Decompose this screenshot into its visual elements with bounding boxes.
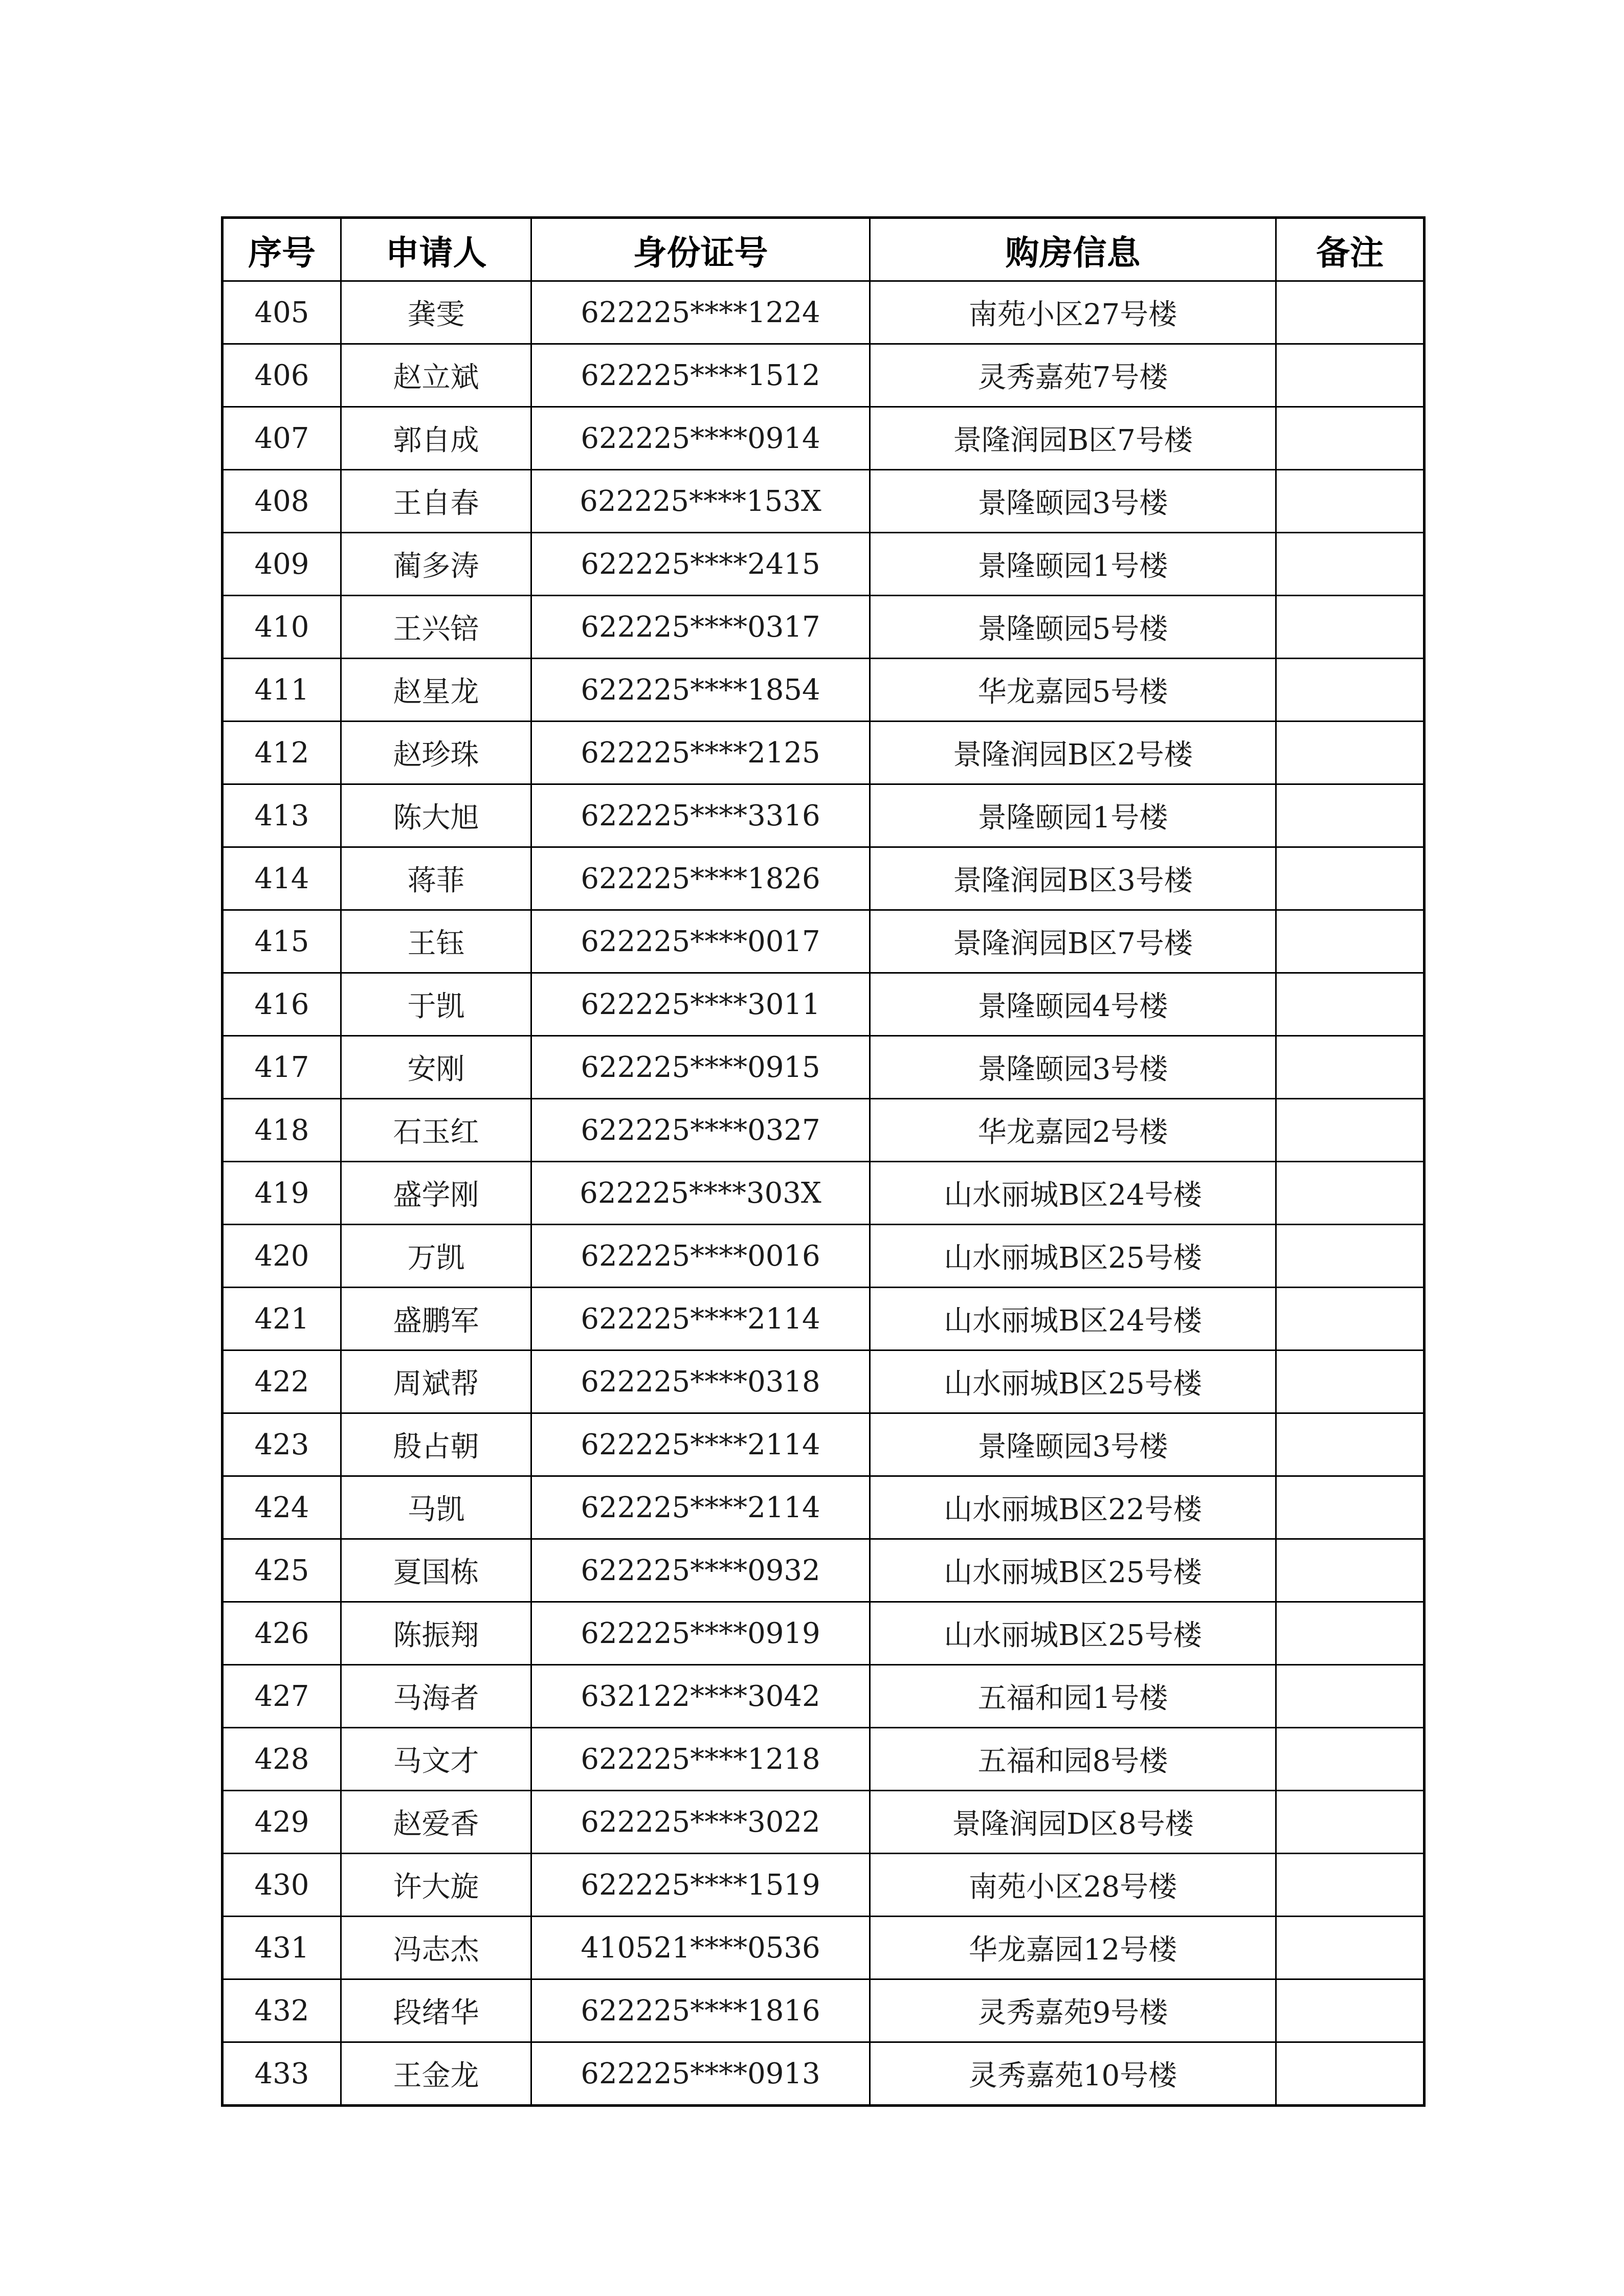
cell-applicant: 周斌帮 [341,1350,531,1413]
cell-serial-number: 428 [223,1728,341,1791]
table-row [223,1854,1425,1917]
table-row [223,1413,1425,1476]
cell-remarks [1276,1036,1425,1099]
cell-id-number: 622225****1826 [531,847,870,910]
cell-serial-number: 411 [223,659,341,722]
cell-applicant: 陈振翔 [341,1602,531,1665]
cell-applicant: 王兴锫 [341,596,531,659]
cell-applicant: 赵珍珠 [341,722,531,784]
cell-id-number: 622225****1512 [531,344,870,407]
table-row [223,281,1425,344]
cell-housing-info: 灵秀嘉苑9号楼 [870,1979,1276,2042]
cell-housing-info: 山水丽城B区24号楼 [870,1288,1276,1350]
table-row [223,344,1425,407]
cell-applicant: 赵爱香 [341,1791,531,1854]
cell-serial-number: 413 [223,784,341,847]
cell-remarks [1276,281,1425,344]
cell-housing-info: 南苑小区27号楼 [870,281,1276,344]
cell-applicant: 陈大旭 [341,784,531,847]
cell-serial-number: 408 [223,470,341,533]
cell-serial-number: 418 [223,1099,341,1162]
cell-remarks [1276,1791,1425,1854]
cell-serial-number: 420 [223,1225,341,1288]
table-row [223,407,1425,470]
cell-remarks [1276,1476,1425,1539]
table-row [223,1036,1425,1099]
table-row [223,1350,1425,1413]
cell-applicant: 马文才 [341,1728,531,1791]
header-serial-number: 序号 [223,218,341,281]
cell-id-number: 622225****0017 [531,910,870,973]
cell-applicant: 龚雯 [341,281,531,344]
table-row [223,1162,1425,1225]
cell-applicant: 赵立斌 [341,344,531,407]
table-row [223,1917,1425,1979]
cell-id-number: 622225****2125 [531,722,870,784]
cell-applicant: 段绪华 [341,1979,531,2042]
cell-applicant: 盛学刚 [341,1162,531,1225]
cell-housing-info: 景隆润园D区8号楼 [870,1791,1276,1854]
cell-id-number: 622225****2415 [531,533,870,596]
cell-id-number: 622225****0327 [531,1099,870,1162]
applicant-table [221,216,1426,2107]
cell-housing-info: 景隆颐园1号楼 [870,784,1276,847]
cell-remarks [1276,1350,1425,1413]
cell-housing-info: 五福和园1号楼 [870,1665,1276,1728]
cell-remarks [1276,1099,1425,1162]
cell-applicant: 郭自成 [341,407,531,470]
cell-serial-number: 423 [223,1413,341,1476]
table-row [223,2042,1425,2106]
cell-remarks [1276,407,1425,470]
cell-applicant: 王钰 [341,910,531,973]
header-housing-info: 购房信息 [870,218,1276,281]
cell-housing-info: 灵秀嘉苑10号楼 [870,2042,1276,2106]
cell-remarks [1276,2042,1425,2106]
table-row [223,1602,1425,1665]
cell-housing-info: 景隆颐园3号楼 [870,1413,1276,1476]
cell-applicant: 马凯 [341,1476,531,1539]
cell-remarks [1276,1602,1425,1665]
cell-housing-info: 五福和园8号楼 [870,1728,1276,1791]
cell-remarks [1276,596,1425,659]
cell-serial-number: 419 [223,1162,341,1225]
cell-serial-number: 415 [223,910,341,973]
cell-remarks [1276,470,1425,533]
cell-remarks [1276,533,1425,596]
cell-serial-number: 433 [223,2042,341,2106]
table-row [223,1539,1425,1602]
cell-applicant: 万凯 [341,1225,531,1288]
cell-housing-info: 景隆颐园4号楼 [870,973,1276,1036]
cell-id-number: 622225****2114 [531,1288,870,1350]
cell-housing-info: 景隆润园B区2号楼 [870,722,1276,784]
cell-housing-info: 华龙嘉园12号楼 [870,1917,1276,1979]
table-row [223,1288,1425,1350]
cell-housing-info: 景隆润园B区7号楼 [870,407,1276,470]
cell-remarks [1276,847,1425,910]
cell-housing-info: 华龙嘉园2号楼 [870,1099,1276,1162]
cell-housing-info: 景隆润园B区7号楼 [870,910,1276,973]
cell-serial-number: 430 [223,1854,341,1917]
cell-id-number: 410521****0536 [531,1917,870,1979]
cell-id-number: 622225****2114 [531,1413,870,1476]
cell-applicant: 蒋菲 [341,847,531,910]
cell-remarks [1276,1225,1425,1288]
cell-serial-number: 431 [223,1917,341,1979]
cell-housing-info: 山水丽城B区25号楼 [870,1539,1276,1602]
cell-applicant: 殷占朝 [341,1413,531,1476]
cell-id-number: 632122****3042 [531,1665,870,1728]
cell-serial-number: 422 [223,1350,341,1413]
cell-remarks [1276,784,1425,847]
table-row [223,784,1425,847]
cell-applicant: 蔺多涛 [341,533,531,596]
cell-id-number: 622225****0919 [531,1602,870,1665]
cell-applicant: 王自春 [341,470,531,533]
table-body [223,281,1425,2106]
cell-serial-number: 405 [223,281,341,344]
table-row [223,1728,1425,1791]
cell-housing-info: 景隆颐园3号楼 [870,470,1276,533]
table-row [223,722,1425,784]
cell-housing-info: 景隆颐园1号楼 [870,533,1276,596]
cell-housing-info: 山水丽城B区22号楼 [870,1476,1276,1539]
cell-id-number: 622225****1816 [531,1979,870,2042]
cell-id-number: 622225****1224 [531,281,870,344]
cell-id-number: 622225****3011 [531,973,870,1036]
cell-housing-info: 华龙嘉园5号楼 [870,659,1276,722]
cell-id-number: 622225****303X [531,1162,870,1225]
cell-remarks [1276,1539,1425,1602]
cell-housing-info: 山水丽城B区25号楼 [870,1225,1276,1288]
header-row [223,218,1425,281]
cell-id-number: 622225****0317 [531,596,870,659]
table-row [223,910,1425,973]
cell-id-number: 622225****3022 [531,1791,870,1854]
cell-remarks [1276,1854,1425,1917]
cell-id-number: 622225****1854 [531,659,870,722]
cell-housing-info: 山水丽城B区25号楼 [870,1602,1276,1665]
table-row [223,973,1425,1036]
cell-applicant: 夏国栋 [341,1539,531,1602]
cell-id-number: 622225****0932 [531,1539,870,1602]
table-row [223,1476,1425,1539]
cell-serial-number: 412 [223,722,341,784]
table-header [223,218,1425,281]
cell-applicant: 马海者 [341,1665,531,1728]
cell-applicant: 许大旋 [341,1854,531,1917]
cell-serial-number: 409 [223,533,341,596]
cell-remarks [1276,1728,1425,1791]
table-row [223,596,1425,659]
cell-id-number: 622225****0016 [531,1225,870,1288]
header-id-number: 身份证号 [531,218,870,281]
cell-serial-number: 426 [223,1602,341,1665]
cell-applicant: 赵星龙 [341,659,531,722]
cell-id-number: 622225****0914 [531,407,870,470]
table-row [223,659,1425,722]
cell-remarks [1276,1288,1425,1350]
cell-serial-number: 407 [223,407,341,470]
cell-applicant: 石玉红 [341,1099,531,1162]
cell-serial-number: 424 [223,1476,341,1539]
cell-id-number: 622225****3316 [531,784,870,847]
cell-id-number: 622225****1218 [531,1728,870,1791]
cell-housing-info: 灵秀嘉苑7号楼 [870,344,1276,407]
table-row [223,470,1425,533]
cell-remarks [1276,659,1425,722]
cell-serial-number: 416 [223,973,341,1036]
cell-housing-info: 山水丽城B区25号楼 [870,1350,1276,1413]
cell-remarks [1276,910,1425,973]
cell-housing-info: 景隆颐园5号楼 [870,596,1276,659]
cell-applicant: 盛鹏军 [341,1288,531,1350]
cell-id-number: 622225****0318 [531,1350,870,1413]
cell-housing-info: 山水丽城B区24号楼 [870,1162,1276,1225]
cell-id-number: 622225****0915 [531,1036,870,1099]
cell-remarks [1276,344,1425,407]
table-row [223,533,1425,596]
cell-serial-number: 432 [223,1979,341,2042]
cell-id-number: 622225****1519 [531,1854,870,1917]
cell-serial-number: 427 [223,1665,341,1728]
header-applicant: 申请人 [341,218,531,281]
cell-remarks [1276,1162,1425,1225]
cell-id-number: 622225****153X [531,470,870,533]
cell-remarks [1276,1979,1425,2042]
cell-serial-number: 421 [223,1288,341,1350]
cell-serial-number: 414 [223,847,341,910]
cell-serial-number: 425 [223,1539,341,1602]
cell-remarks [1276,1413,1425,1476]
cell-housing-info: 南苑小区28号楼 [870,1854,1276,1917]
cell-serial-number: 406 [223,344,341,407]
table-row [223,1225,1425,1288]
cell-housing-info: 景隆颐园3号楼 [870,1036,1276,1099]
cell-housing-info: 景隆润园B区3号楼 [870,847,1276,910]
cell-serial-number: 410 [223,596,341,659]
cell-applicant: 王金龙 [341,2042,531,2106]
cell-remarks [1276,1665,1425,1728]
cell-serial-number: 429 [223,1791,341,1854]
cell-remarks [1276,1917,1425,1979]
header-remarks: 备注 [1276,218,1425,281]
table-row [223,1099,1425,1162]
cell-id-number: 622225****0913 [531,2042,870,2106]
table-row [223,1791,1425,1854]
table-row [223,1665,1425,1728]
cell-id-number: 622225****2114 [531,1476,870,1539]
cell-serial-number: 417 [223,1036,341,1099]
table-row [223,847,1425,910]
cell-remarks [1276,973,1425,1036]
cell-applicant: 安刚 [341,1036,531,1099]
cell-applicant: 冯志杰 [341,1917,531,1979]
cell-remarks [1276,722,1425,784]
cell-applicant: 于凯 [341,973,531,1036]
table-row [223,1979,1425,2042]
